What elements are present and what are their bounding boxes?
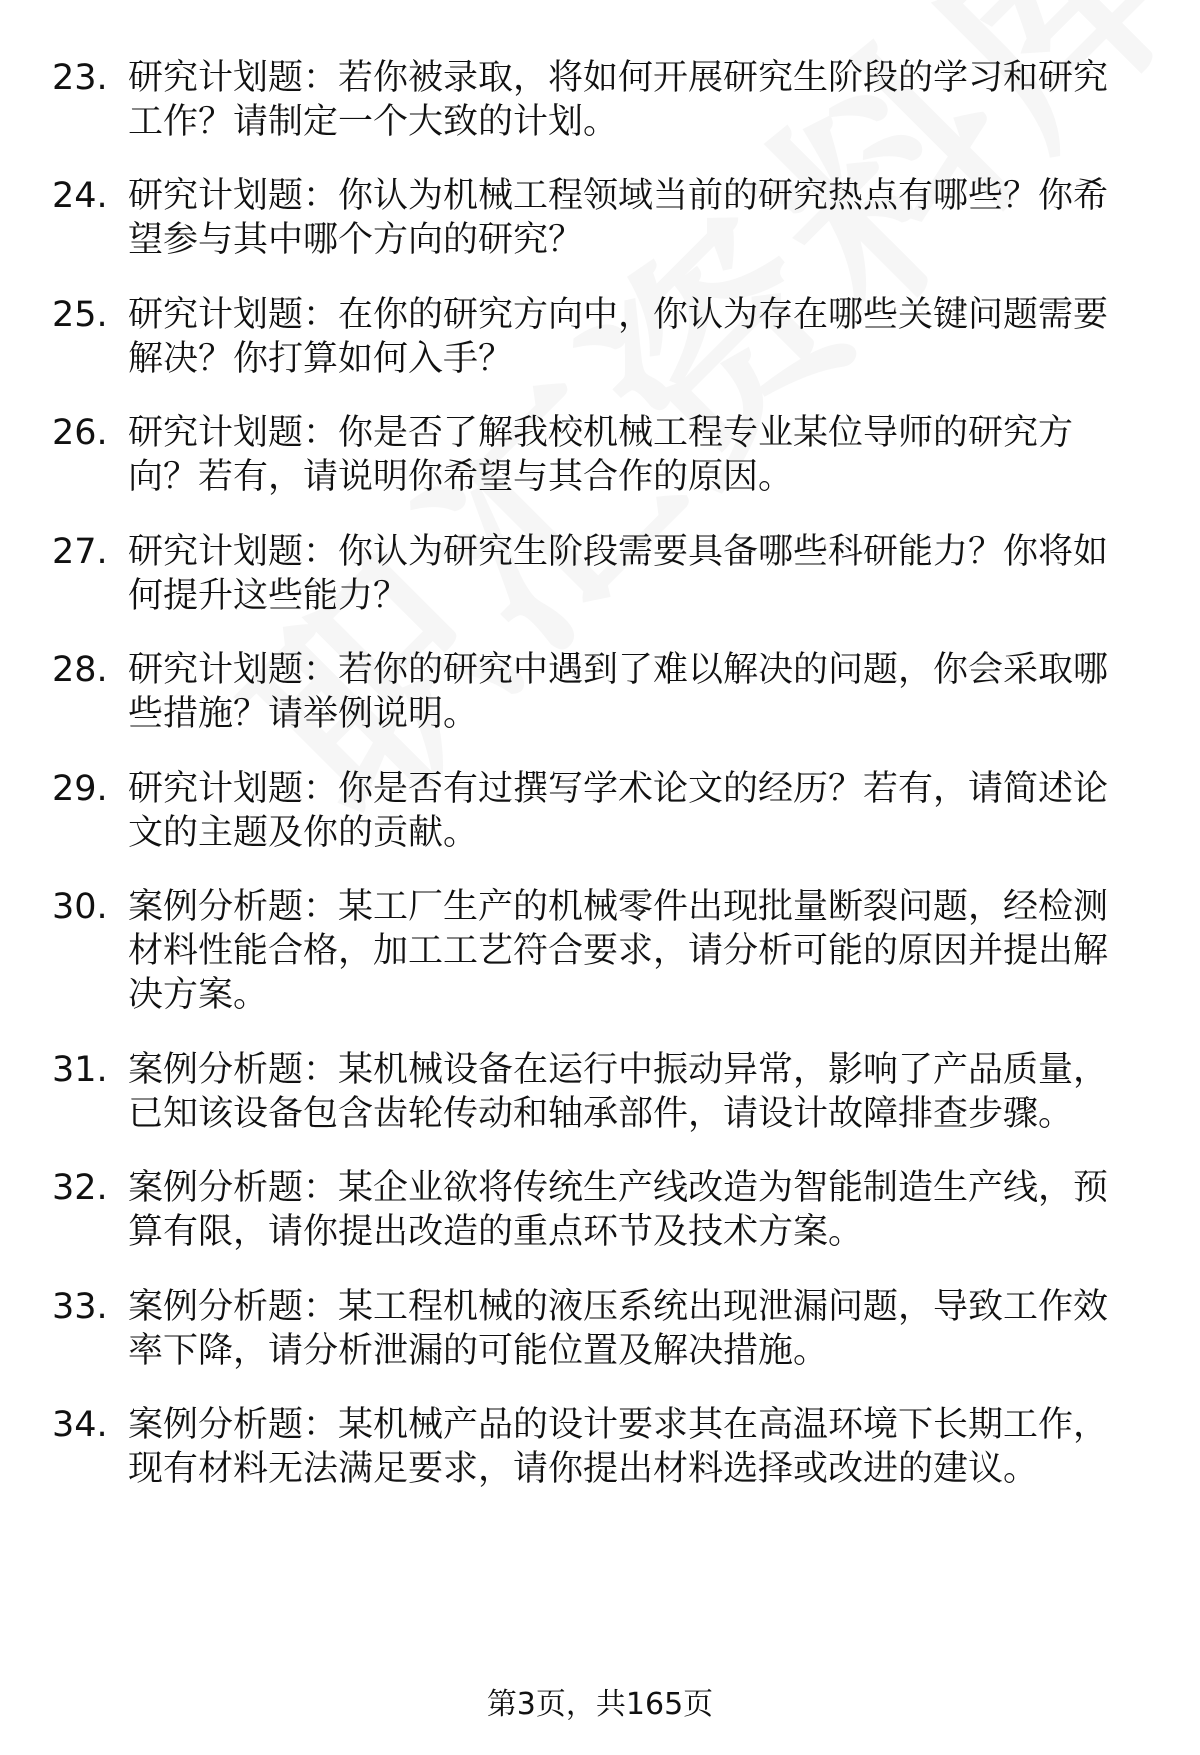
question-line: 些措施？请举例说明。	[128, 694, 479, 734]
question-number: 23.	[52, 58, 108, 98]
question-line: 研究计划题：在你的研究方向中，你认为存在哪些关键问题需要	[128, 295, 1109, 335]
question-line: 案例分析题：某企业欲将传统生产线改造为智能制造生产线，预	[128, 1168, 1109, 1208]
question-line: 决方案。	[128, 975, 269, 1015]
question-line: 案例分析题：某机械设备在运行中振动异常，影响了产品质量，	[128, 1050, 1109, 1090]
question-line: 案例分析题：某机械产品的设计要求其在高温环境下长期工作，	[128, 1405, 1109, 1445]
question-number: 24.	[52, 176, 108, 216]
question-number: 34.	[52, 1405, 108, 1445]
question-line: 研究计划题：你认为研究生阶段需要具备哪些科研能力？你将如	[128, 532, 1109, 572]
question-number: 33.	[52, 1287, 108, 1327]
question-line: 解决？你打算如何入手？	[128, 339, 514, 379]
question-number: 29.	[52, 769, 108, 809]
question-line: 研究计划题：若你的研究中遇到了难以解决的问题，你会采取哪	[128, 650, 1109, 690]
question-number: 27.	[52, 532, 108, 572]
question-line: 现有材料无法满足要求，请你提出材料选择或改进的建议。	[128, 1449, 1039, 1489]
question-line: 望参与其中哪个方向的研究？	[128, 220, 584, 260]
question-line: 何提升这些能力？	[128, 576, 409, 616]
question-text	[128, 1403, 1148, 1491]
question-line: 材料性能合格，加工工艺符合要求，请分析可能的原因并提出解	[128, 931, 1109, 971]
question-text	[128, 411, 1148, 499]
question-text	[128, 174, 1148, 262]
question-number: 25.	[52, 295, 108, 335]
page-footer: 第3页，共165页	[486, 1687, 714, 1722]
question-text	[128, 293, 1148, 381]
question-line: 研究计划题：若你被录取，将如何开展研究生阶段的学习和研究	[128, 58, 1109, 98]
question-line: 研究计划题：你是否了解我校机械工程专业某位导师的研究方	[128, 413, 1074, 453]
question-text	[128, 648, 1148, 736]
question-number: 28.	[52, 650, 108, 690]
question-line: 案例分析题：某工程机械的液压系统出现泄漏问题，导致工作效	[128, 1287, 1109, 1327]
question-text	[128, 1285, 1148, 1373]
question-number: 26.	[52, 413, 108, 453]
question-number: 32.	[52, 1168, 108, 1208]
question-line: 研究计划题：你认为机械工程领域当前的研究热点有哪些？你希	[128, 176, 1109, 216]
question-text	[128, 767, 1148, 855]
question-line: 工作？请制定一个大致的计划。	[128, 102, 619, 142]
question-text	[128, 1166, 1148, 1254]
question-text	[128, 530, 1148, 618]
question-line: 向？若有，请说明你希望与其合作的原因。	[128, 457, 794, 497]
question-line: 已知该设备包含齿轮传动和轴承部件，请设计故障排查步骤。	[128, 1094, 1074, 1134]
question-line: 文的主题及你的贡献。	[128, 813, 479, 853]
question-text	[128, 885, 1148, 1017]
question-line: 案例分析题：某工厂生产的机械零件出现批量断裂问题，经检测	[128, 887, 1109, 927]
question-number: 30.	[52, 887, 108, 927]
question-line: 算有限，请你提出改造的重点环节及技术方案。	[128, 1212, 864, 1252]
question-number: 31.	[52, 1050, 108, 1090]
question-text	[128, 1048, 1148, 1136]
question-line: 率下降，请分析泄漏的可能位置及解决措施。	[128, 1331, 829, 1371]
question-text	[128, 56, 1148, 144]
question-line: 研究计划题：你是否有过撰写学术论文的经历？若有，请简述论	[128, 769, 1109, 809]
